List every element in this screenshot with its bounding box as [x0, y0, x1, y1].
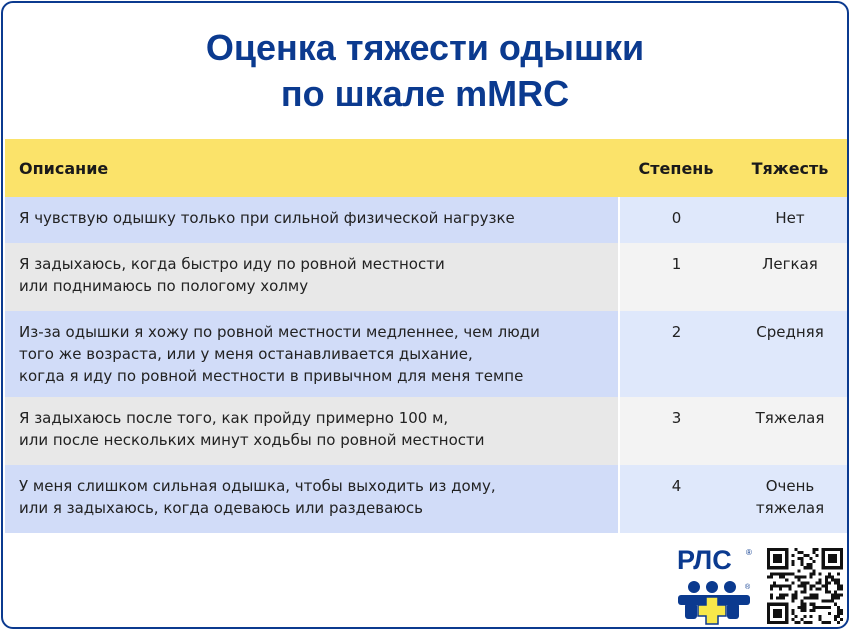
page-title: [3, 25, 847, 117]
row-degree: 0: [619, 197, 733, 243]
table-row: [5, 197, 847, 243]
row-severity: [733, 197, 847, 243]
severity-line: Очень: [765, 477, 815, 495]
header-description: Описание: [5, 139, 619, 197]
table-row: [5, 311, 847, 397]
severity-line: Средняя: [756, 323, 824, 341]
row-severity: [733, 311, 847, 397]
mmrc-table: [5, 139, 847, 533]
logo-registered-mark: ®: [746, 548, 752, 557]
rls-logo-icon: [675, 543, 757, 625]
row-degree: 4: [619, 465, 733, 533]
severity-line: Нет: [775, 209, 805, 227]
row-degree: 1: [619, 243, 733, 311]
row-severity: [733, 397, 847, 465]
row-degree: 3: [619, 397, 733, 465]
row-description: [5, 465, 619, 533]
description-line: или после нескольких минут ходьбы по ровной местности: [19, 431, 485, 449]
description-line: или я задыхаюсь, когда одеваюсь или раздеваюсь: [19, 499, 423, 517]
description-line: У меня слишком сильная одышка, чтобы выходить из дому,: [19, 477, 496, 495]
description-line: когда я иду по ровной местности в привычном для меня темпе: [19, 367, 524, 385]
row-description: [5, 243, 619, 311]
row-degree: 2: [619, 311, 733, 397]
severity-line: тяжелая: [755, 499, 825, 517]
header-degree: Степень: [619, 139, 733, 197]
table-row: [5, 397, 847, 465]
description-line: Я задыхаюсь после того, как пройду примерно 100 м,: [19, 409, 449, 427]
description-line: того же возраста, или у меня останавливается дыхание,: [19, 345, 473, 363]
row-severity: [733, 243, 847, 311]
description-line: Из-за одышки я хожу по ровной местности медленнее, чем люди: [19, 323, 540, 341]
title-line-2: по шкале mMRC: [280, 73, 570, 114]
logo-text: РЛС: [677, 545, 732, 575]
description-line: Я задыхаюсь, когда быстро иду по ровной местности: [19, 255, 445, 273]
title-line-1: Оценка тяжести одышки: [205, 27, 645, 68]
table-row: [5, 243, 847, 311]
row-description: [5, 311, 619, 397]
qr-code-icon: [767, 548, 843, 624]
logo-registered-mark-2: ®: [745, 584, 751, 591]
table-header-row: [5, 139, 847, 197]
severity-line: Легкая: [762, 255, 818, 273]
description-line: или поднимаюсь по пологому холму: [19, 277, 309, 295]
row-severity: [733, 465, 847, 533]
table-row: [5, 465, 847, 533]
page-frame: [1, 1, 849, 629]
row-description: [5, 197, 619, 243]
header-severity: Тяжесть: [733, 139, 847, 197]
row-description: [5, 397, 619, 465]
description-line: Я чувствую одышку только при сильной физической нагрузке: [19, 209, 515, 227]
severity-line: Тяжелая: [755, 409, 825, 427]
